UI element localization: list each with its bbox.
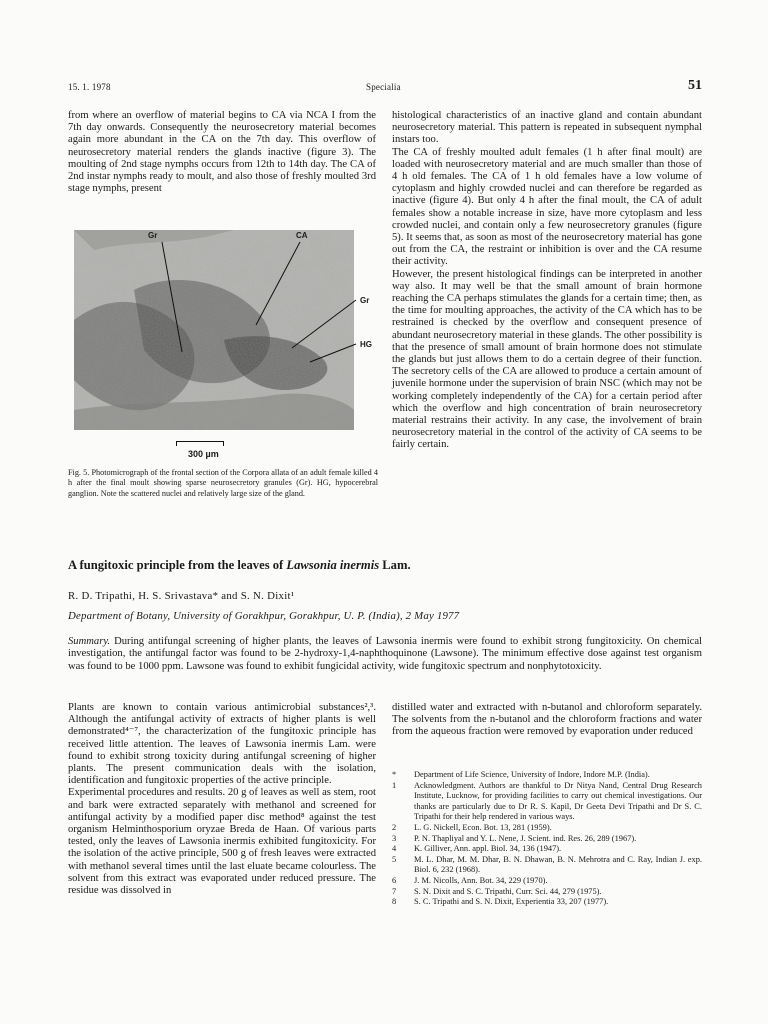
top-left-paragraph: from where an overflow of material begins to CA via NCA I from the 7th day onwards. Consequently the neurosecretory material becomes again more abundant in the CA on the 7th day. This overflow of neurosecretory material renders the glands inactive (figure 3). The moulting of 2nd stage nymphs occurs from 12th to 14th day. The CA of 2nd instar nymphs ready to moult, and also those of freshly moulted 3rd stage nymphs, present [68, 110, 376, 195]
footnote [392, 887, 702, 898]
footnote-text: Acknowledgment. Authors are thankful to Dr Nitya Nand, Central Drug Research Institute, Lucknow, for providing facilities to carry out chemical investigations. Our thanks are particularly due to Dr R. S. Kapil, Dr Geeta Devi Tripathi and Dr S. C. Tripathi for their help rendered in various ways. [414, 780, 702, 822]
footnote-text: P. N. Thapliyal and Y. L. Nene, J. Scient. ind. Res. 26, 289 (1967). [414, 833, 637, 843]
scale-bar [176, 441, 224, 446]
body-left-column [68, 702, 376, 897]
footnote [392, 770, 702, 781]
title-post: Lam. [379, 558, 411, 572]
footnote-text: L. G. Nickell, Econ. Bot. 13, 281 (1959). [414, 822, 552, 832]
footnote-text: Department of Life Science, University of Indore, Indore M.P. (India). [414, 770, 650, 779]
footnote-text: M. L. Dhar, M. M. Dhar, B. N. Dhawan, B. N. Mehrotra and C. Ray, Indian J. exp. Biol. 6, 232 (1968). [414, 854, 702, 875]
article-affiliation: Department of Botany, University of Gorakhpur, Gorakhpur, U. P. (India), 2 May 1977 [68, 610, 460, 622]
label-hg: HG [360, 340, 372, 349]
article-authors: R. D. Tripathi, H. S. Srivastava* and S. N. Dixit¹ [68, 590, 295, 602]
page-number: 51 [688, 78, 702, 93]
footnote [392, 855, 702, 876]
footnote-mark: 3 [392, 833, 397, 843]
right-paragraph: However, the present histological findings can be interpreted in another way also. It may well be that the small amount of brain hormone reaching the CA perhaps stimulates the glands for a certain time; then, as the time for moulting approaches, the activity of the CA which has to be restrained is checked by the overflow and consequent presence of abundant neurosecretory material in these glands. The other possibility is that the presence of small amount of brain hormone does not stimulate the glands but just allows them to do a certain degree of their function. The secretory cells of the CA are allowed to produce a certain amount of juvenile hormone under the supervision of brain NSC (which may not be working completely independently of the CA) for a certain period after which the overflow and high concentration of brain neurosecretory material restrains their activity. In any case, the involvement of brain neurosecretory material in the control of the activity of CA seems to be fairly certain. [392, 268, 702, 451]
footnotes [392, 770, 702, 908]
label-gr-right: Gr [360, 296, 370, 305]
micrograph-figure [74, 230, 376, 452]
footnote [392, 823, 702, 834]
footnote-text: J. M. Nicolls, Ann. Bot. 34, 229 (1970). [414, 875, 548, 885]
footnote-text: S. N. Dixit and S. C. Tripathi, Curr. Sci. 44, 279 (1975). [414, 886, 602, 896]
footnote-text: S. C. Tripathi and S. N. Dixit, Experientia 33, 207 (1977). [414, 897, 609, 907]
footnote [392, 781, 702, 823]
label-gr-top: Gr [148, 231, 158, 240]
summary-text: During antifungal screening of higher plants, the leaves of Lawsonia inermis were found to exhibit strong fungitoxicity. On chemical investigation, the antifungal factor was found to be 2-hydroxy-1,4-naphthoquinone (Lawsone). The minimum effective dose against test organism was found to be 1000 ppm. Lawsone was found to exhibit fungicidal activity, wide fungitoxic spectrum and nonphytotoxicity. [68, 636, 702, 672]
footnote-mark: 4 [392, 844, 397, 854]
footnote [392, 844, 702, 855]
right-paragraph: The CA of freshly moulted adult females (1 h after final moult) are loaded with neurosecretory material and are much smaller than those of 4 h old females. The CA of 1 h old females have a low volume of cytoplasm and highly crowded nuclei and can therefore be regarded as inactive (figure 4). But only 4 h after the final moult, the CA of adult females show a notable increase in size, have more cytoplasm and less crowded nuclei, and contain only a few neurosecretory granules (figure 5). It seems that, as soon as most of the neurosecretory material has gone out from the CA, the restraint or inhibition is over and the CA resume their activity. [392, 146, 702, 268]
body-paragraph: Experimental procedures and results. 20 g of leaves as well as stem, root and bark were extracted separately with methanol and screened for antifungal activity by a modified paper disc method⁸ against the test organism Helminthosporium oryzae Breda de Haan. Of various parts tested, only the leaves of Lawsonia inermis exhibited fungitoxicity. For the isolation of the active principle, 500 g of fresh leaves were extracted with methanol several times until the last eluate became colourless. The solvent from this extract was evaporated under reduced pressure. The residue was dissolved in [68, 787, 376, 897]
footnote [392, 897, 702, 908]
micrograph-image [74, 230, 376, 452]
header-section: Specialia [366, 82, 401, 92]
footnote-mark: * [392, 770, 397, 779]
footnote-text: K. Gilliver, Ann. appl. Biol. 34, 136 (1947). [414, 844, 562, 854]
footnote-mark: 6 [392, 875, 397, 885]
scale-label: 300 µm [188, 449, 219, 459]
right-column [392, 110, 702, 452]
footnote-mark: 2 [392, 822, 397, 832]
footnote [392, 834, 702, 845]
body-right-paragraph: distilled water and extracted with n-butanol and chloroform separately. The solvents from the n-butanol and the chloroform fractions and water from the aqueous fraction were removed by evaporation under reduced [392, 702, 702, 738]
body-paragraph: Plants are known to contain various antimicrobial substances²,³. Although the antifungal activity of extracts of higher plants is well demonstrated⁴⁻⁷, the characterization of the fungitoxic principle has received little attention. The leaves of Lawsonia inermis Lam. were found to exhibit strong toxicity during antifungal screening of higher plants. The present communication deals with the isolation, identification and fungitoxic properties of the active principle. [68, 702, 376, 787]
footnote-mark: 5 [392, 854, 397, 864]
footnote-mark: 1 [392, 780, 397, 790]
footnote-mark: 8 [392, 897, 397, 907]
footnote [392, 876, 702, 887]
title-pre: A fungitoxic principle from the leaves of [68, 558, 287, 572]
summary-label: Summary. [68, 636, 111, 647]
right-paragraph: histological characteristics of an inactive gland and contain abundant neurosecretory material. This pattern is repeated in subsequent nymphal instars too. [392, 110, 702, 146]
figure-caption: Fig. 5. Photomicrograph of the frontal section of the Corpora allata of an adult female killed 4 h after the final moult showing sparse neurosecretory granules (Gr). HG, hypocerebral ganglion. Note the scattered nuclei and relatively large size of the gland. [68, 468, 378, 498]
label-ca: CA [296, 231, 308, 240]
footnote-mark: 7 [392, 886, 397, 896]
article-title [68, 558, 411, 573]
header-date: 15. 1. 1978 [68, 82, 111, 92]
article-summary [68, 636, 702, 673]
title-species: Lawsonia inermis [286, 558, 380, 572]
